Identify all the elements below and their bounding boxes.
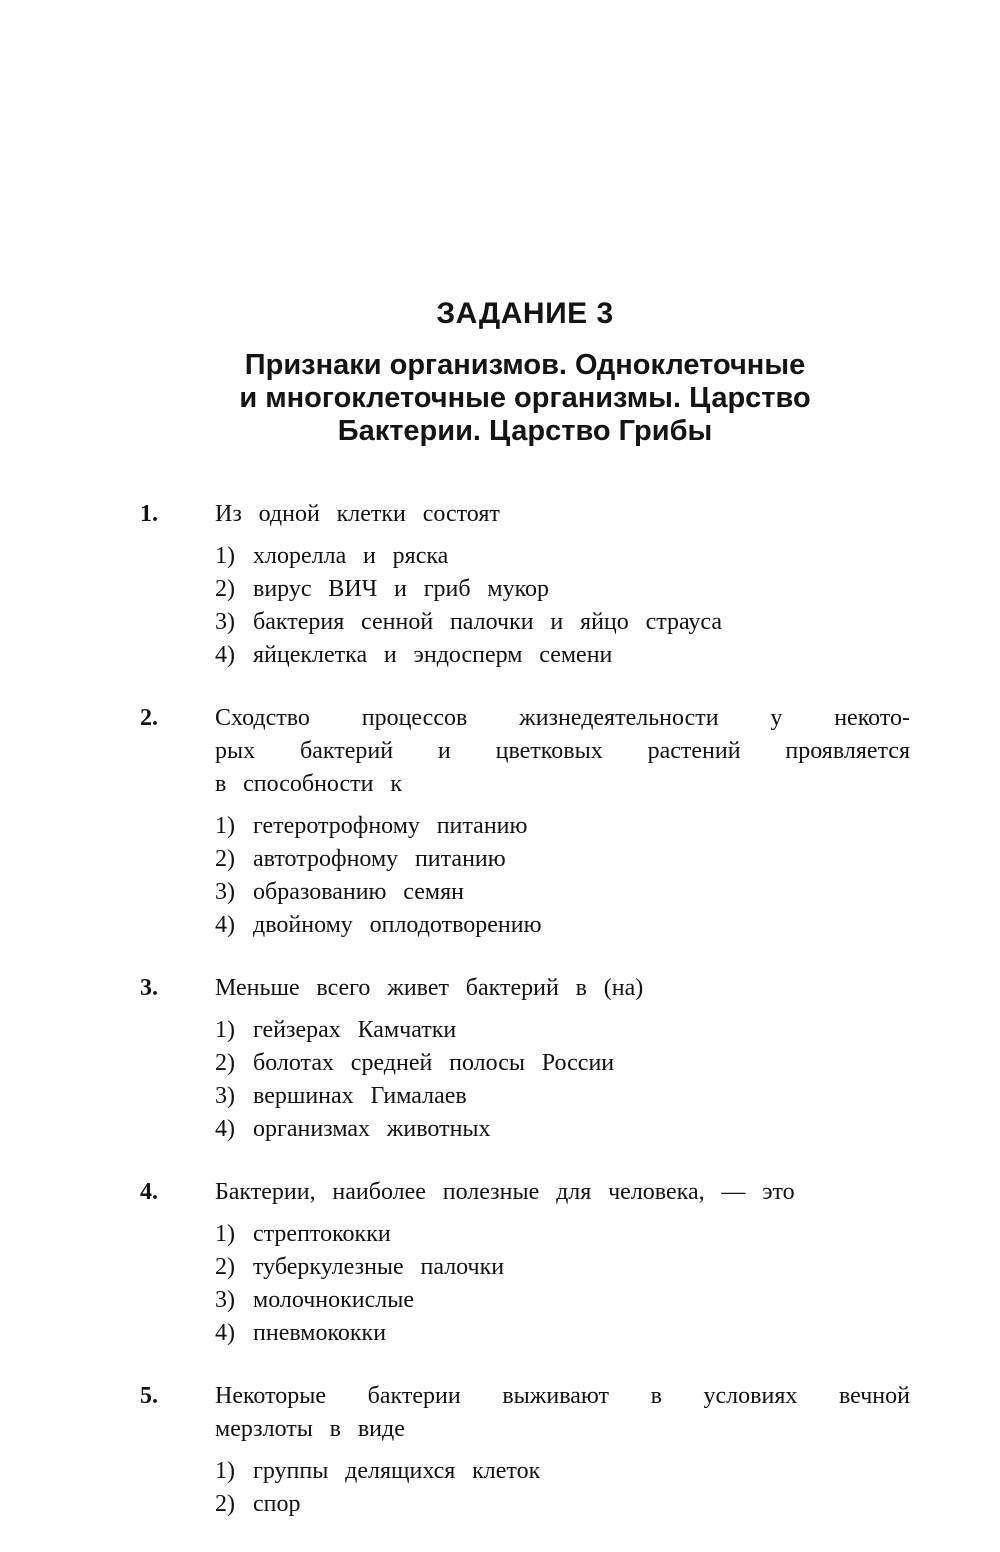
- question-body: [215, 1380, 910, 1521]
- option-marker: 2): [215, 846, 235, 872]
- option-marker: 1): [215, 1221, 235, 1247]
- option-marker: 1): [215, 813, 235, 839]
- option-marker: 2): [215, 1491, 235, 1517]
- option-text: вершинах Гималаев: [253, 1083, 467, 1109]
- option-text: стрептококки: [253, 1221, 391, 1247]
- question: [140, 972, 910, 1146]
- options-list: [215, 1014, 910, 1146]
- option-text: яйцеклетка и эндосперм семени: [253, 642, 613, 668]
- option: [215, 606, 910, 639]
- option-text: бактерия сенной палочки и яйцо страуса: [253, 609, 723, 635]
- question-number: 2.: [140, 705, 158, 731]
- option-marker: 1): [215, 543, 235, 569]
- option-text: хлорелла и ряска: [253, 543, 449, 569]
- question: [140, 1176, 910, 1350]
- option: [215, 876, 910, 909]
- question-number: 1.: [140, 501, 158, 527]
- option: [215, 810, 910, 843]
- options-list: [215, 540, 910, 672]
- question: [140, 498, 910, 672]
- title-line: и многоклеточные организмы. Царство: [239, 382, 811, 414]
- option-text: автотрофному питанию: [253, 846, 506, 872]
- option-marker: 2): [215, 1254, 235, 1280]
- document-title: [140, 349, 910, 448]
- option-text: организмах животных: [253, 1116, 491, 1142]
- question-body: [215, 1176, 910, 1350]
- question-text-line: Меньше всего живет бактерий в (на): [215, 975, 644, 1001]
- option-text: вирус ВИЧ и гриб мукор: [253, 576, 550, 602]
- option-text: пневмококки: [253, 1320, 387, 1346]
- option: [215, 1455, 910, 1488]
- options-list: [215, 1455, 910, 1521]
- option-marker: 4): [215, 1116, 235, 1142]
- question: [140, 702, 910, 942]
- question-text-line: в способности к: [215, 771, 402, 797]
- option: [215, 1251, 910, 1284]
- title-line: Признаки организмов. Одноклеточные: [244, 349, 806, 381]
- option-marker: 3): [215, 879, 235, 905]
- option: [215, 1284, 910, 1317]
- question-text: [215, 1176, 910, 1209]
- option-marker: 1): [215, 1017, 235, 1043]
- option: [215, 843, 910, 876]
- option-marker: 3): [215, 1287, 235, 1313]
- option: [215, 540, 910, 573]
- option-text: гетеротрофному питанию: [253, 813, 528, 839]
- question-text-line: Некоторые бактерии выживают в условиях вечной: [215, 1383, 910, 1409]
- question-text: [215, 498, 910, 531]
- question-body: [215, 498, 910, 672]
- option: [215, 1488, 910, 1521]
- option-marker: 1): [215, 1458, 235, 1484]
- option-text: болотах средней полосы России: [253, 1050, 615, 1076]
- question-text: [215, 1380, 910, 1446]
- question-body: [215, 972, 910, 1146]
- options-list: [215, 810, 910, 942]
- option: [215, 1113, 910, 1146]
- option: [215, 1014, 910, 1047]
- option-marker: 2): [215, 1050, 235, 1076]
- question-number: 4.: [140, 1179, 158, 1205]
- questions-list: [140, 498, 910, 1521]
- option-marker: 4): [215, 642, 235, 668]
- option: [215, 1218, 910, 1251]
- option: [215, 1080, 910, 1113]
- question-body: [215, 702, 910, 942]
- option-text: группы делящихся клеток: [253, 1458, 541, 1484]
- question-text-line: Бактерии, наиболее полезные для человека, — это: [215, 1179, 795, 1205]
- task-heading: ЗАДАНИЕ 3: [436, 297, 614, 330]
- option: [215, 1047, 910, 1080]
- option-text: гейзерах Камчатки: [253, 1017, 457, 1043]
- question-text: [215, 972, 910, 1005]
- option-text: туберкулезные палочки: [253, 1254, 505, 1280]
- option: [215, 1317, 910, 1350]
- question: [140, 1380, 910, 1521]
- question-text-line: рых бактерий и цветковых растений проявляется: [215, 738, 910, 764]
- option: [215, 639, 910, 672]
- question-number: 3.: [140, 975, 158, 1001]
- option: [215, 573, 910, 606]
- option-text: образованию семян: [253, 879, 464, 905]
- option-marker: 2): [215, 576, 235, 602]
- option-marker: 3): [215, 1083, 235, 1109]
- option-text: двойному оплодотворению: [253, 912, 542, 938]
- title-line: Бактерии. Царство Грибы: [337, 415, 713, 447]
- option-marker: 3): [215, 609, 235, 635]
- question-text: [215, 702, 910, 801]
- heading-block: [140, 296, 910, 448]
- option-text: спор: [253, 1491, 301, 1517]
- question-text-line: Сходство процессов жизнедеятельности у некото-: [215, 705, 910, 731]
- question-text-line: мерзлоты в виде: [215, 1416, 405, 1442]
- option-text: молочнокислые: [253, 1287, 415, 1313]
- question-text-line: Из одной клетки состоят: [215, 501, 500, 527]
- option-marker: 4): [215, 1320, 235, 1346]
- option-marker: 4): [215, 912, 235, 938]
- options-list: [215, 1218, 910, 1350]
- option: [215, 909, 910, 942]
- question-number: 5.: [140, 1383, 158, 1409]
